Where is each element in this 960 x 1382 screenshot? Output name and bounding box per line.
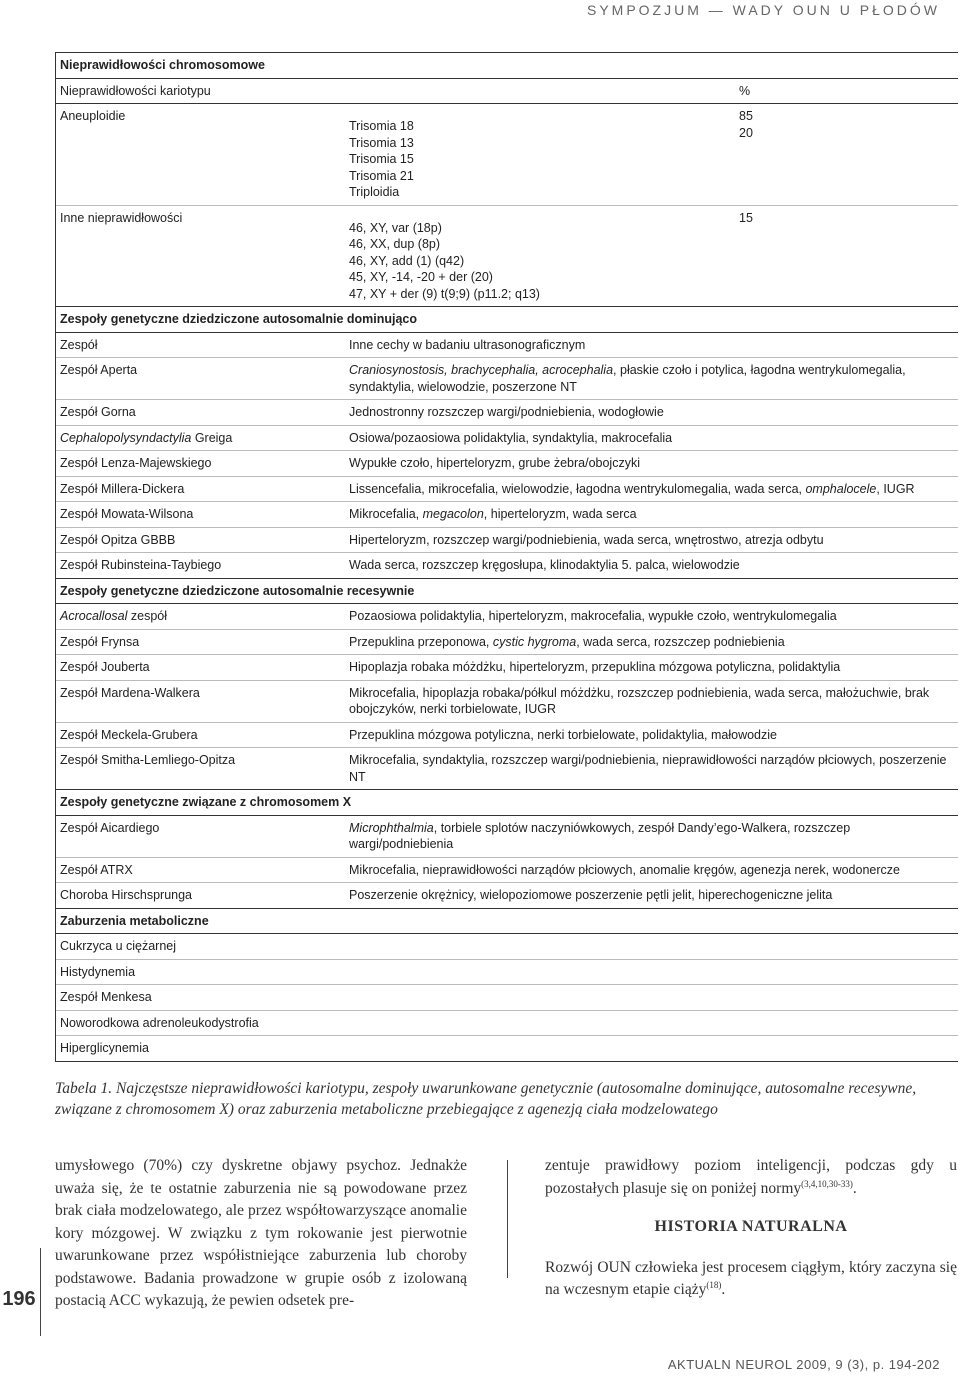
- column-divider: [507, 1160, 508, 1278]
- page-number-divider: [40, 1248, 41, 1336]
- syndrome-name: Acrocallosal zespół: [60, 609, 167, 623]
- list-item: Trisomia 18: [349, 119, 414, 133]
- table-row: [56, 985, 958, 1011]
- table-row: [56, 858, 958, 884]
- aneuploidy-label: Aneuploidie: [60, 109, 126, 123]
- syndrome-features: Wada serca, rozszczep kręgosłupa, klinodaktylia 5. palca, wielowodzie: [349, 558, 740, 572]
- paragraph-text: zentuje prawidłowy poziom inteligencji, podczas gdy u pozostałych plasuje się on poniżej normy: [545, 1157, 957, 1197]
- syndrome-features: Przepuklina przeponowa, cystic hygroma, wada serca, rozszczep podniebienia: [349, 634, 785, 649]
- table-row: [56, 1036, 958, 1061]
- table-row: [56, 934, 958, 960]
- col-features-header: Inne cechy w badaniu ultrasonograficznym: [349, 337, 586, 352]
- metabolic-heading-row: [56, 909, 958, 935]
- table-row: [56, 883, 958, 909]
- journal-section-title: SYMPOZJUM — WADY OUN U PŁODÓW: [586, 2, 940, 18]
- aneuploidy-row: [56, 104, 958, 206]
- syndrome-features: Lissencefalia, mikrocefalia, wielowodzie, łagodna wentrykulomegalia, wada serca, omphalocele, IUGR: [349, 481, 915, 496]
- syndrome-name: Zespół Rubinsteina-Taybiego: [60, 558, 222, 572]
- xlinked-heading-row: [56, 790, 958, 816]
- list-item: 47, XY + der (9) t(9;9) (p11.2; q13): [349, 286, 540, 301]
- syndromes-table: [55, 52, 958, 1062]
- body-left-column: umysłowego (70%) czy dyskretne objawy psychoz. Jednakże uważa się, że te ostatnie zaburzenia nie są powodowane przez brak ciała modzelowatego, ale przez współtowarzyszące anomalie kory mózgowej. W związku z tym rokowanie jest pierwotnie uwarunkowane przez współistniejące zaburzenia lub choroby podstawowe. Badania prowadzone w grupie osób z izolowaną postacią ACC wykazują, że pewien odsetek pre-: [55, 1157, 467, 1309]
- recessive-heading-row: [56, 579, 958, 605]
- paragraph-text: Rozwój OUN człowieka jest procesem ciągłym, który zaczyna się na wczesnym etapie ciąży: [545, 1258, 957, 1298]
- other-label: Inne nieprawidłowości: [60, 210, 183, 225]
- syndrome-name: Zespół Frynsa: [60, 634, 140, 649]
- dominant-heading-row: [56, 307, 958, 333]
- table-row: [56, 451, 958, 477]
- syndrome-features: Microphthalmia, torbiele splotów naczyniówkowych, zespół Dandy’ego-Walkera, rozszczep wargi/podniebienia: [349, 820, 851, 851]
- syndrome-name: Zespół Gorna: [60, 405, 136, 419]
- paragraph: Rozwój OUN człowieka jest procesem ciągłym, który zaczyna się na wczesnym etapie ciąży$^{(18)}$.: [545, 1258, 957, 1298]
- table-row: [56, 426, 958, 452]
- syndrome-features: Wypukłe czoło, hiperteloryzm, grube żebra/obojczyki: [349, 456, 640, 470]
- table-row: [56, 630, 958, 656]
- syndrome-name: Zespół Mardena-Walkera: [60, 685, 200, 700]
- dominant-heading: Zespoły genetyczne dziedziczone autosomalnie dominująco: [60, 312, 418, 326]
- syndrome-name: Zespół Lenza-Majewskiego: [60, 456, 212, 470]
- table-row: [56, 960, 958, 986]
- journal-citation: AKTUALN NEUROL 2009, 9 (3), p. 194-202: [667, 1357, 940, 1372]
- table-row: [56, 748, 958, 790]
- other-pct: 15: [739, 210, 753, 225]
- dominant-header-row: [56, 333, 958, 359]
- list-item: 45, XY, -14, -20 + der (20): [349, 270, 493, 284]
- section-heading: HISTORIA NATURALNA: [654, 1218, 848, 1235]
- list-item: Trisomia 13: [349, 135, 414, 150]
- list-item: 46, XY, add (1) (q42): [349, 253, 465, 268]
- aneuploidy-list: [345, 104, 735, 205]
- syndrome-name: Cephalopolysyndactylia Greiga: [60, 430, 233, 445]
- syndrome-name: Zespół Jouberta: [60, 660, 150, 674]
- recessive-heading: Zespoły genetyczne dziedziczone autosomalnie recesywnie: [60, 583, 415, 598]
- syndrome-name: Zespół Meckela-Grubera: [60, 727, 198, 742]
- syndrome-features: Osiowa/pozaosiowa polidaktylia, syndaktylia, makrocefalia: [349, 430, 673, 445]
- list-item: Triploidia: [349, 185, 400, 199]
- aneuploidy-pcts: [735, 104, 958, 205]
- karyotype-header: Nieprawidłowości kariotypu: [60, 83, 211, 98]
- syndrome-features: Mikrocefalia, hipoplazja robaka/półkul móżdżku, rozszczep podniebienia, wada serca, małożuchwie, brak obojczyków, nerki torbielowate, IUGR: [349, 685, 930, 716]
- karyotype-header-row: [56, 79, 958, 105]
- syndrome-features: Przepuklina mózgowa potyliczna, nerki torbielowate, polidaktylia, małowodzie: [349, 727, 777, 742]
- table-row: [56, 655, 958, 681]
- table-row: [56, 400, 958, 426]
- disorder-name: Cukrzyca u ciężarnej: [60, 939, 177, 953]
- other-list: [345, 206, 735, 307]
- percent-header: %: [739, 83, 751, 98]
- syndrome-features: Mikrocefalia, nieprawidłowości narządów płciowych, anomalie kręgów, agenezja nerek, wodonercze: [349, 862, 900, 877]
- syndrome-name: Zespół Opitza GBBB: [60, 532, 176, 547]
- metabolic-heading: Zaburzenia metaboliczne: [60, 913, 209, 928]
- citation-refs: (3,4,10,30-33): [801, 1178, 853, 1189]
- table-row: [56, 553, 958, 579]
- syndrome-name: Zespół ATRX: [60, 862, 133, 877]
- syndrome-features: Hipoplazja robaka móżdżku, hiperteloryzm, przepuklina mózgowa potyliczna, polidaktylia: [349, 660, 841, 674]
- syndrome-features: Mikrocefalia, megacolon, hiperteloryzm, wada serca: [349, 507, 637, 521]
- col-syndrome-header: Zespół: [60, 337, 98, 352]
- list-item: Trisomia 21: [349, 168, 414, 183]
- list-item: Trisomia 15: [349, 152, 414, 166]
- syndrome-features: Jednostronny rozszczep wargi/podniebienia, wodogłowie: [349, 405, 664, 419]
- syndrome-name: Zespół Mowata-Wilsona: [60, 507, 194, 521]
- table-caption: [55, 1078, 957, 1120]
- syndrome-features: Pozaosiowa polidaktylia, hiperteloryzm, makrocefalia, wypukłe czoło, wentrykulomegalia: [349, 609, 837, 623]
- pct-value: 20: [739, 125, 753, 140]
- table-row: [56, 1011, 958, 1037]
- table-row: [56, 477, 958, 503]
- list-item: 46, XX, dup (8p): [349, 237, 441, 251]
- table-row: [56, 502, 958, 528]
- table-row: [56, 723, 958, 749]
- table-row: [56, 681, 958, 723]
- table-row: [56, 604, 958, 630]
- page-number: 196: [2, 1288, 36, 1310]
- disorder-name: Hiperglicynemia: [60, 1041, 149, 1055]
- paragraph: zentuje prawidłowy poziom inteligencji, podczas gdy u pozostałych plasuje się on poniżej normy$^{(3,4,10,30-33)}$.: [545, 1157, 957, 1197]
- syndrome-name: Choroba Hirschsprunga: [60, 888, 193, 902]
- disorder-name: Histydynemia: [60, 964, 136, 979]
- body-right-column: [545, 1155, 957, 1302]
- table-row: [56, 528, 958, 554]
- syndrome-name: Zespół Smitha-Lemliego-Opitza: [60, 753, 236, 767]
- syndrome-features: Hiperteloryzm, rozszczep wargi/podniebienia, wada serca, wnętrostwo, atrezja odbytu: [349, 532, 824, 547]
- table-row: [56, 816, 958, 858]
- syndrome-name: Zespół Millera-Dickera: [60, 481, 185, 496]
- caption-text: Najczęstsze nieprawidłowości kariotypu, zespoły uwarunkowane genetycznie (autosomalne dominujące, autosomalne recesywne, związane z chromosomem X) oraz zaburzenia metaboliczne przebiegające z agenezją ciała modzelowatego: [55, 1080, 917, 1118]
- disorder-name: Noworodkowa adrenoleukodystrofia: [60, 1015, 259, 1030]
- other-abnormalities-row: [56, 206, 958, 308]
- syndrome-name: Zespół Aicardiego: [60, 820, 160, 835]
- table-row: [56, 358, 958, 400]
- citation-refs: (18): [706, 1279, 722, 1290]
- table-title-row: [56, 53, 958, 79]
- pct-value: 85: [739, 109, 753, 123]
- xlinked-heading: Zespoły genetyczne związane z chromosomem X: [60, 795, 352, 809]
- syndrome-name: Zespół Aperta: [60, 363, 138, 377]
- syndrome-features: Poszerzenie okrężnicy, wielopoziomowe poszerzenie pętli jelit, hiperechogeniczne jelita: [349, 888, 833, 902]
- syndrome-features: Mikrocefalia, syndaktylia, rozszczep wargi/podniebienia, nieprawidłowości narządów płciowych, poszerzenie NT: [349, 753, 947, 784]
- disorder-name: Zespół Menkesa: [60, 990, 152, 1004]
- caption-label: Tabela 1.: [55, 1080, 113, 1097]
- syndrome-features: Craniosynostosis, brachycephalia, acrocephalia, płaskie czoło i potylica, łagodna wentrykulomegalia, syndaktylia, wielowodzie, poszerzone NT: [349, 363, 906, 394]
- list-item: 46, XY, var (18p): [349, 220, 442, 235]
- table-title: Nieprawidłowości chromosomowe: [60, 58, 265, 72]
